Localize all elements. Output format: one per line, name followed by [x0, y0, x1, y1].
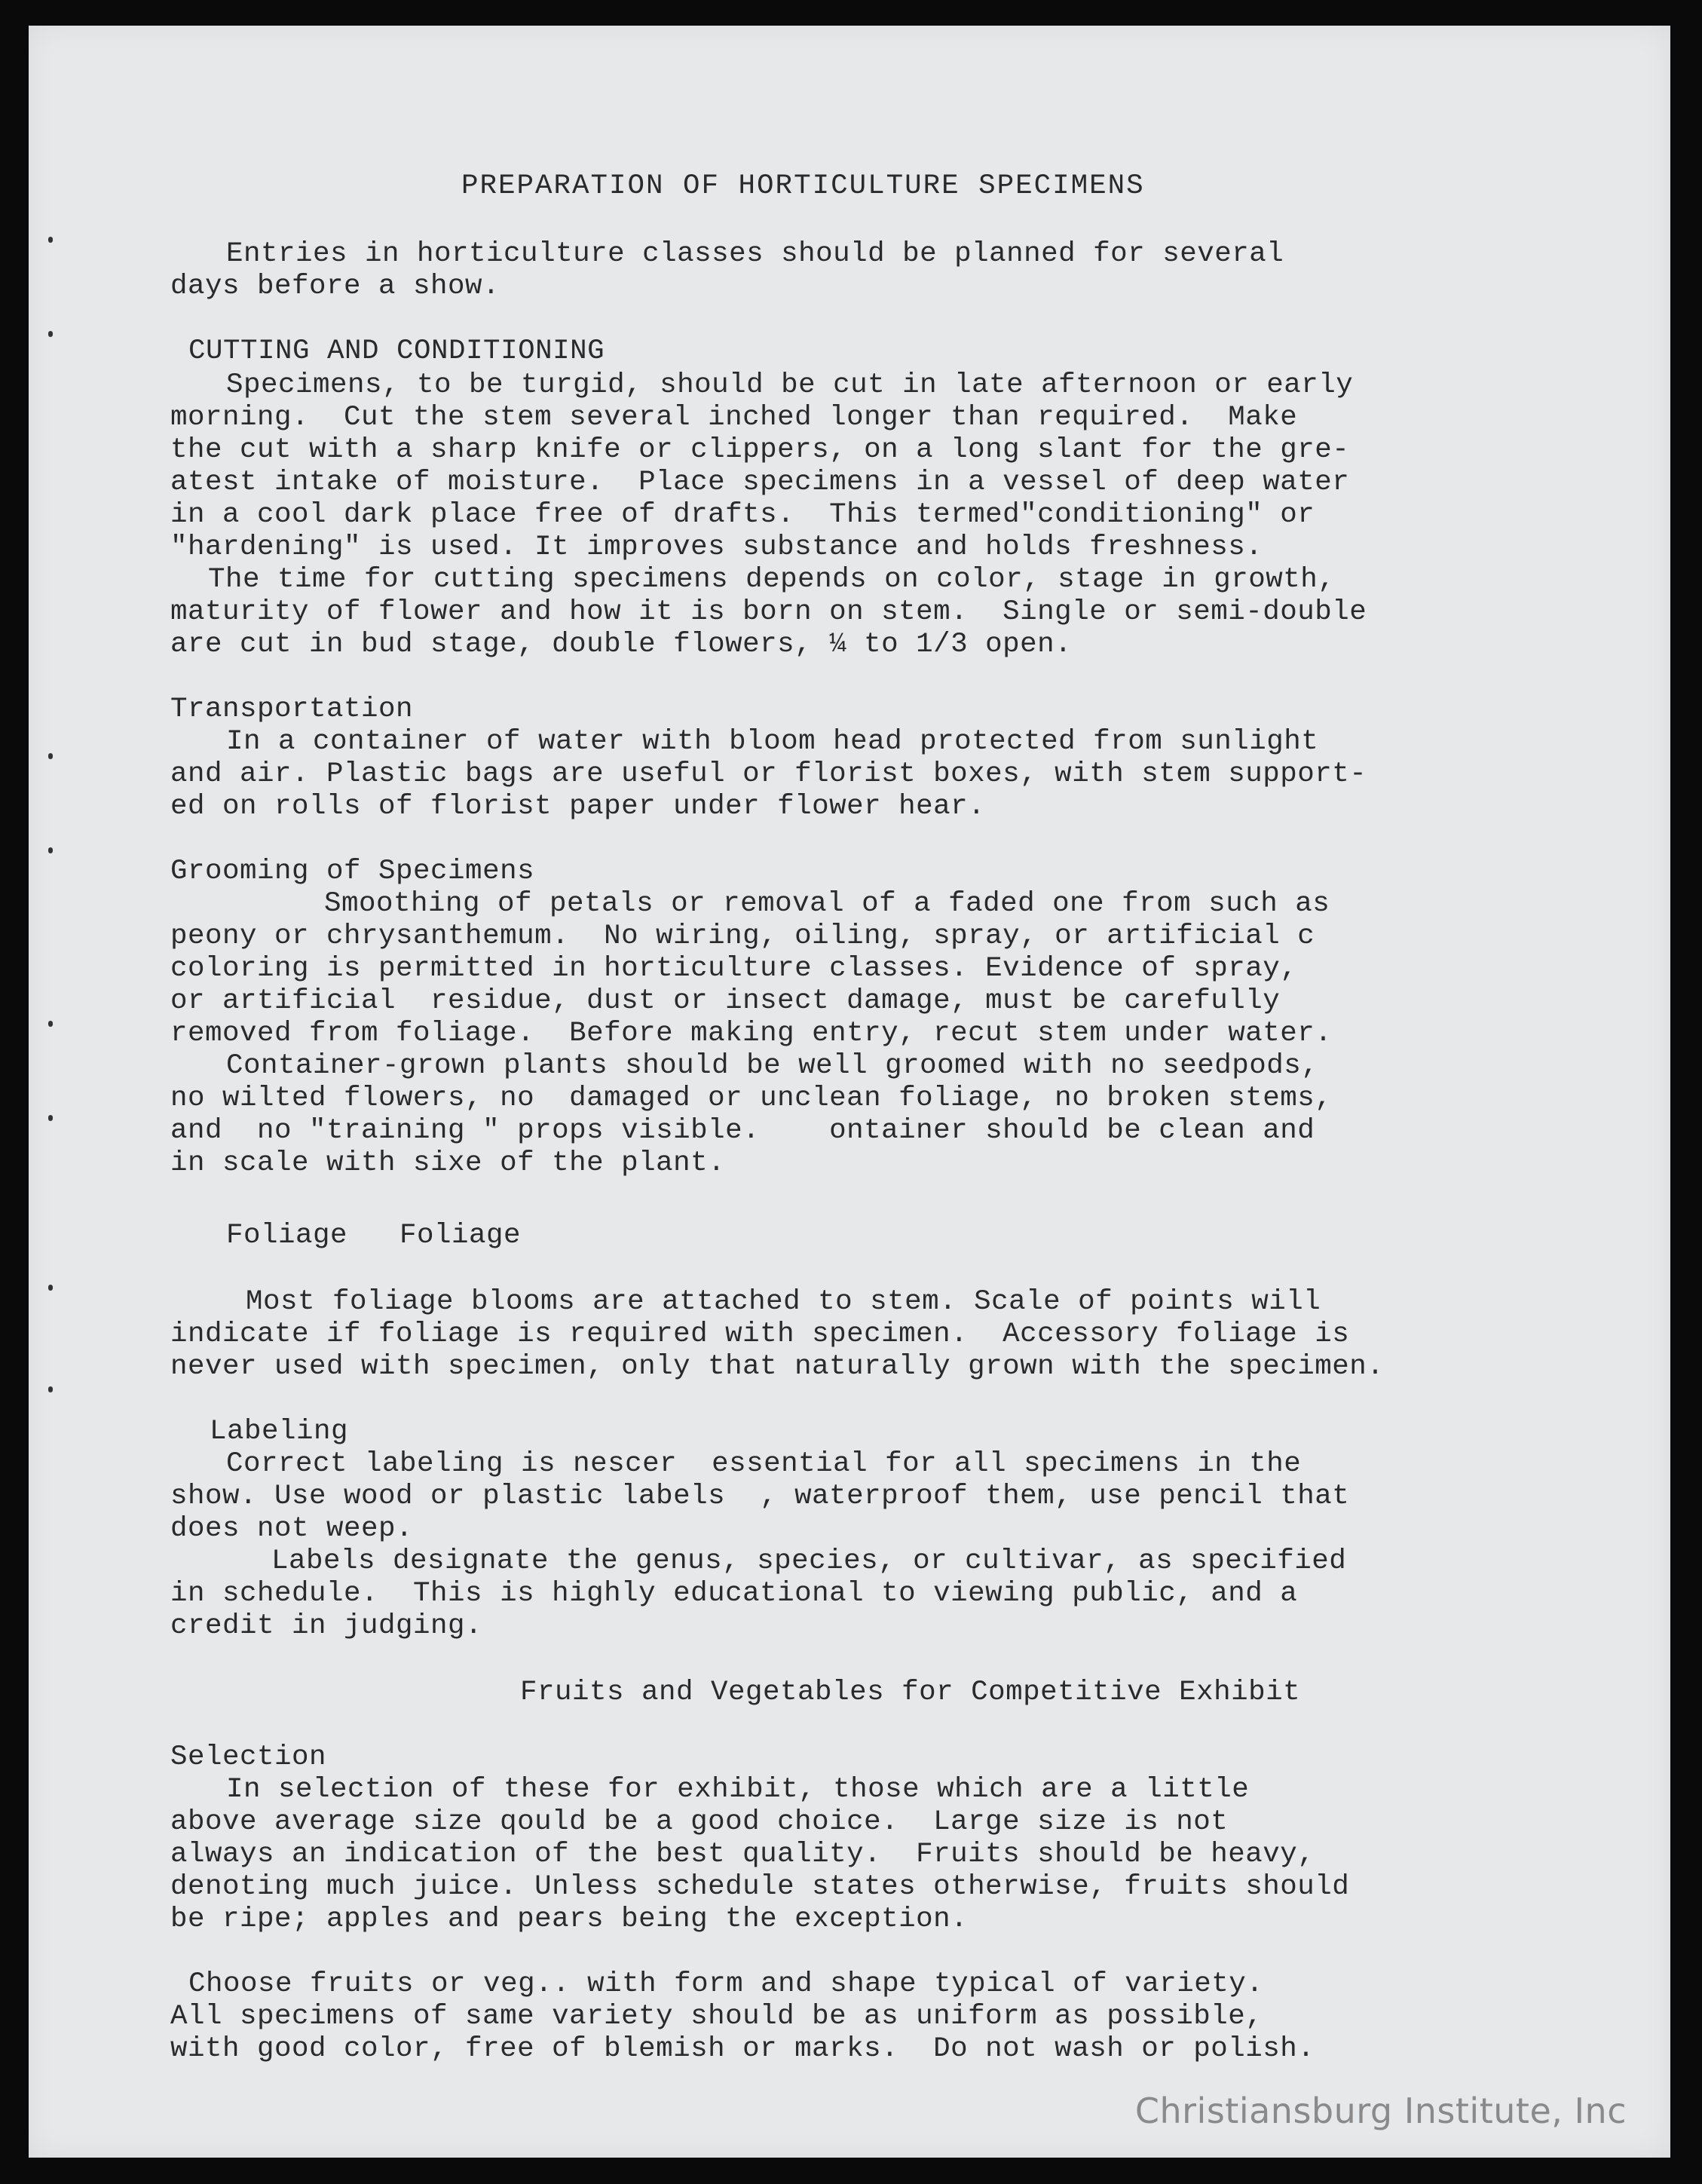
foliage-line: Most foliage blooms are attached to stem. Scale of points will — [246, 1286, 1321, 1318]
section-heading-cutting: CUTTING AND CONDITIONING — [188, 335, 605, 367]
intro-line: days before a show. — [170, 271, 500, 302]
section-heading-labeling: Labeling — [210, 1416, 349, 1447]
cutting-line: the cut with a sharp knife or clippers, on a long slant for the gre- — [170, 434, 1350, 466]
foliage-line: never used with specimen, only that naturally grown with the specimen. — [170, 1351, 1385, 1383]
choose-line: Choose fruits or veg.. with form and shape typical of variety. — [188, 1968, 1264, 2000]
grooming-line: Smoothing of petals or removal of a faded one from such as — [324, 888, 1330, 920]
intro-line: Entries in horticulture classes should be planned for several — [226, 238, 1284, 270]
labeling-line: credit in judging. — [170, 1610, 483, 1642]
labeling-line: in schedule. This is highly educational to viewing public, and a — [170, 1578, 1298, 1610]
foliage-line: indicate if foliage is required with specimen. Accessory foliage is — [170, 1319, 1350, 1350]
labeling-line: show. Use wood or plastic labels , waterproof them, use pencil that — [170, 1481, 1350, 1512]
grooming-line: Container-grown plants should be well groomed with no seedpods, — [226, 1050, 1319, 1082]
selection-line: denoting much juice. Unless schedule states otherwise, fruits should — [170, 1871, 1350, 1903]
section-heading-fruits: Fruits and Vegetables for Competitive Exhibit — [520, 1677, 1301, 1708]
choose-line: with good color, free of blemish or marks. Do not wash or polish. — [170, 2033, 1315, 2065]
document-title: PREPARATION OF HORTICULTURE SPECIMENS — [461, 170, 1145, 202]
watermark-text: Christiansburg Institute, Inc — [1134, 2091, 1627, 2131]
grooming-line: coloring is permitted in horticulture classes. Evidence of spray, — [170, 953, 1298, 985]
transportation-line: ed on rolls of florist paper under flower hear. — [170, 791, 986, 822]
section-heading-selection: Selection — [170, 1741, 327, 1773]
selection-line: be ripe; apples and pears being the exception. — [170, 1904, 969, 1935]
section-heading-transportation: Transportation — [170, 694, 414, 725]
transportation-line: In a container of water with bloom head protected from sunlight — [226, 726, 1319, 758]
grooming-line: and no "training " props visible. ontainer should be clean and — [170, 1115, 1315, 1147]
grooming-line: in scale with sixe of the plant. — [170, 1147, 726, 1179]
section-heading-grooming: Grooming of Specimens — [170, 856, 535, 887]
labeling-line: Labels designate the genus, species, or cultivar, as specified — [271, 1545, 1347, 1577]
labeling-line: does not weep. — [170, 1513, 414, 1545]
labeling-line: Correct labeling is nescer essential for all specimens in the — [226, 1448, 1302, 1480]
cutting-line: maturity of flower and how it is born on stem. Single or semi-double — [170, 596, 1367, 628]
selection-line: always an indication of the best quality. Fruits should be heavy, — [170, 1839, 1315, 1870]
grooming-line: peony or chrysanthemum. No wiring, oiling, spray, or artificial c — [170, 920, 1315, 952]
transportation-line: and air. Plastic bags are useful or florist boxes, with stem support- — [170, 758, 1367, 790]
cutting-line: "hardening" is used. It improves substance and holds freshness. — [170, 531, 1263, 563]
cutting-line: are cut in bud stage, double flowers, ¼ to 1/3 open. — [170, 629, 1073, 660]
grooming-line: no wilted flowers, no damaged or unclean foliage, no broken stems, — [170, 1083, 1333, 1114]
section-heading-foliage: Foliage Foliage — [226, 1220, 522, 1251]
grooming-line: removed from foliage. Before making entry, recut stem under water. — [170, 1018, 1333, 1049]
cutting-line: in a cool dark place free of drafts. This termed"conditioning" or — [170, 499, 1315, 531]
grooming-line: or artificial residue, dust or insect damage, must be carefully — [170, 985, 1281, 1017]
selection-line: In selection of these for exhibit, those which are a little — [226, 1774, 1250, 1806]
selection-line: above average size qould be a good choice. Large size is not — [170, 1806, 1229, 1838]
cutting-line: morning. Cut the stem several inched longer than required. Make — [170, 402, 1298, 433]
choose-line: All specimens of same variety should be as uniform as possible, — [170, 2001, 1263, 2032]
cutting-line: Specimens, to be turgid, should be cut in late afternoon or early — [226, 369, 1354, 401]
cutting-line: atest intake of moisture. Place specimens in a vessel of deep water — [170, 467, 1350, 498]
cutting-line: The time for cutting specimens depends on color, stage in growth, — [208, 564, 1336, 596]
